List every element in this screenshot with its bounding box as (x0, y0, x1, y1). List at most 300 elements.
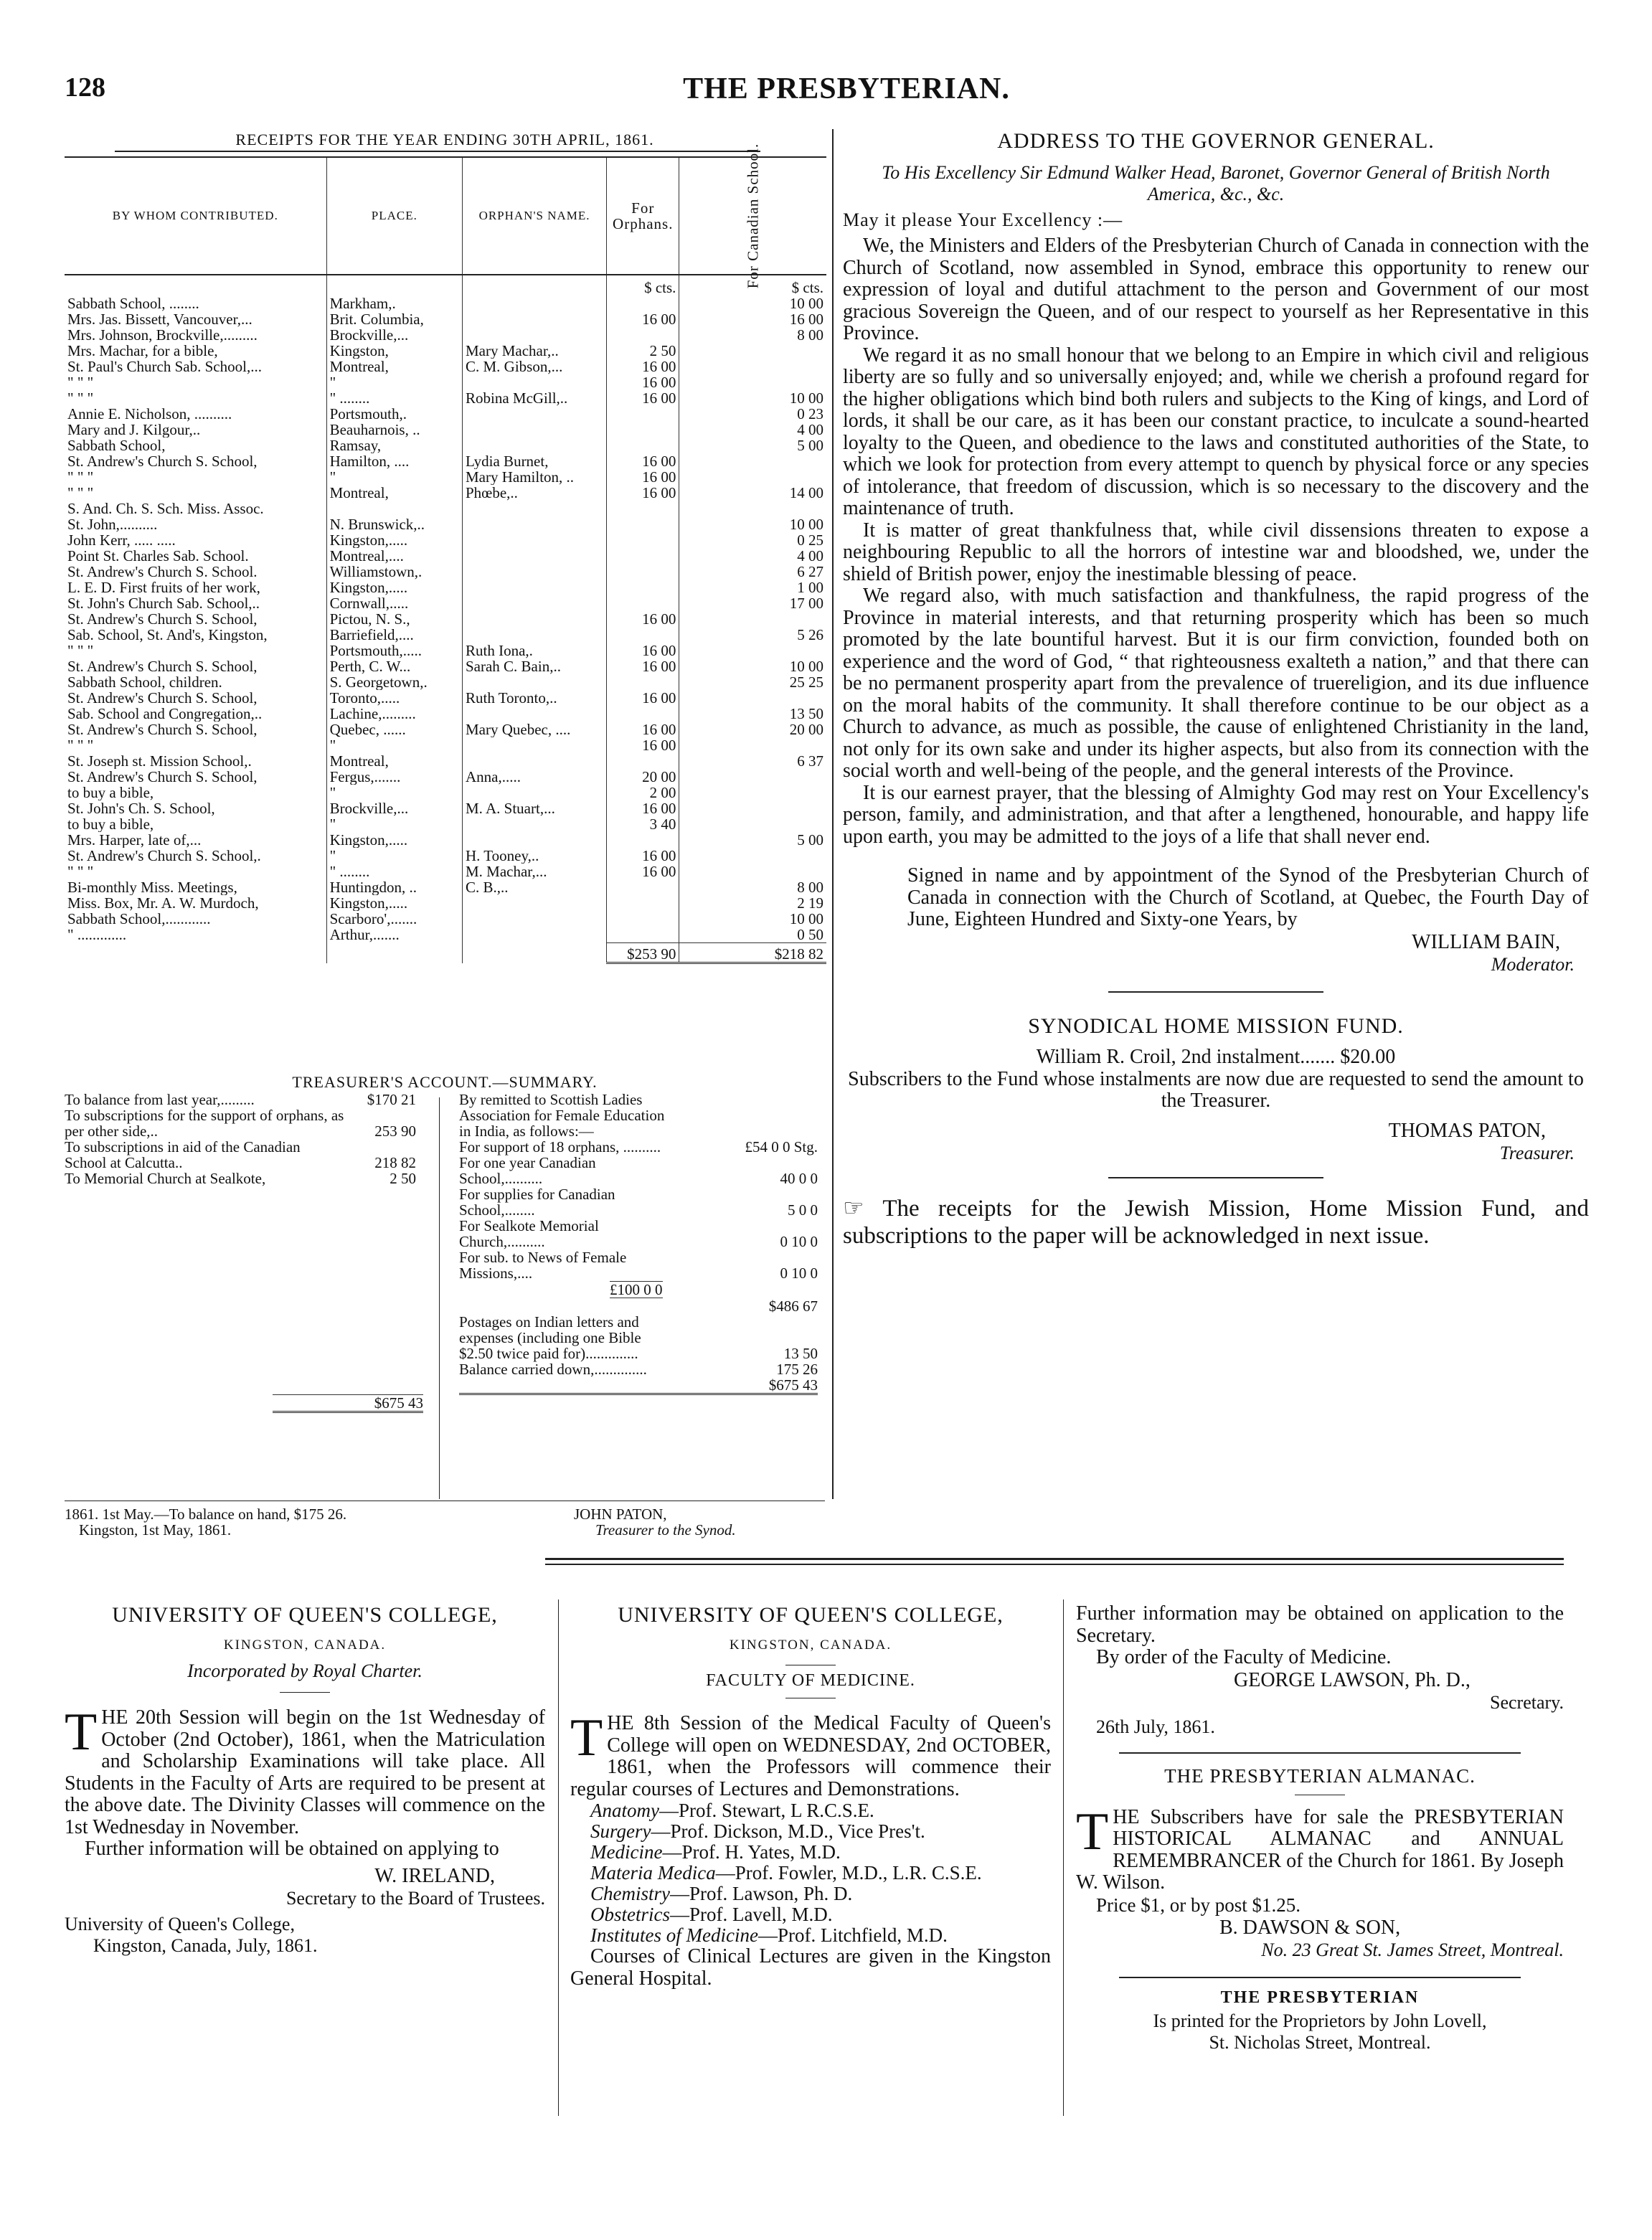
ad2-sub: KINGSTON, CANADA. (729, 1638, 892, 1653)
professor: —Prof. H. Yates, M.D. (662, 1841, 841, 1863)
place-cell: Scarboro',....... (326, 911, 462, 927)
ledger-label: For Sealkote Memorial Church,.......... (459, 1217, 599, 1250)
orphan-name-cell (462, 895, 606, 911)
contributor-cell: " " " (67, 374, 94, 390)
orphans-amount-cell: 16 00 (607, 453, 679, 469)
table-row (65, 374, 826, 390)
place-cell: Brit. Columbia, (326, 311, 462, 327)
school-amount-cell: 8 00 (679, 879, 826, 895)
almanac-title: THE PRESBYTERIAN ALMANAC. (1164, 1764, 1476, 1787)
orphans-amount-cell (607, 595, 679, 611)
orphan-name-cell (462, 595, 606, 611)
place-cell: N. Brunswick,.. (326, 516, 462, 532)
school-amount-cell (679, 737, 826, 753)
orphan-name-cell: C. M. Gibson,... (462, 359, 606, 374)
orphans-amount-cell (607, 674, 679, 690)
ledger-value: 253 90 (374, 1123, 416, 1140)
table-row (65, 722, 826, 737)
address-salutation: May it please Your Excellency :— (843, 209, 1123, 230)
place-cell: Montreal, (326, 359, 462, 374)
orphans-amount-cell: 16 00 (607, 643, 679, 658)
orphans-amount-cell (607, 296, 679, 311)
orphans-amount-cell (607, 706, 679, 722)
table-row (65, 595, 826, 611)
school-amount-cell: 10 00 (679, 658, 826, 674)
orphans-amount-cell (607, 532, 679, 548)
treasurer-place-date: Kingston, 1st May, 1861. (79, 1521, 232, 1539)
contributor-cell: St. Andrew's Church S. School, (67, 453, 258, 469)
rule (280, 1692, 330, 1693)
credit-total: $675 43 (459, 1377, 818, 1395)
ledger-line (65, 1092, 416, 1107)
ledger-line (459, 1186, 818, 1218)
school-amount-cell: 10 00 (679, 296, 826, 311)
orphan-name-cell: Robina McGill,.. (462, 390, 606, 406)
table-row (65, 580, 826, 595)
place-cell: Kingston,..... (326, 532, 462, 548)
place-cell: Montreal, (326, 753, 462, 769)
table-row (65, 864, 826, 879)
contributor-cell: St. Andrew's Church S. School, (67, 769, 258, 785)
ledger-line (65, 1139, 416, 1171)
school-amount-cell (679, 469, 826, 485)
table-row (65, 911, 826, 927)
orphans-amount-cell: 16 00 (607, 485, 679, 501)
contributor-cell: Mrs. Harper, late of,... (67, 832, 202, 848)
contributor-cell: John Kerr, ..... ..... (67, 532, 176, 548)
table-row (65, 311, 826, 327)
orphan-name-cell (462, 374, 606, 390)
treasurer-debits (65, 1091, 423, 1413)
place-cell: Beauharnois, .. (326, 422, 462, 438)
contributor-cell: Miss. Box, Mr. A. W. Murdoch, (67, 895, 259, 911)
column-header: ORPHAN'S NAME. (462, 157, 606, 275)
address-paragraph: We regard also, with much satisfaction and thankfulness, the rapid progress of the Province in material interests, and that returning prosperity which has been so much promoted by the late bountiful harvest. But it is our firm conviction, founded both on experience and the word of God, “ that righteousness exalteth a nation,” and that there can be no permanent prosperity apart from the prevalence of truereligion, and its due influence on the moral habits of the community. It shall therefore continue to be our object as a Church to advance, as much as possible, the cause of enlightened Christianity in the land, not only for its own sake and under its higher aspects, but also from its connection with the social worth and well-being of the people, and the general interests of the Province. (843, 585, 1589, 782)
rule (1108, 991, 1323, 993)
orphans-amount-cell: 16 00 (607, 690, 679, 706)
ledger-label: For support of 18 orphans, .......... (459, 1138, 661, 1156)
address-paragraph: We regard it as no small honour that we belong to an Empire in which civil and religious liberty are so fully and so universally enjoyed; and, while we cherish a profound regard for the higher obligations which bind both rulers and subjects to the King of kings, and Lord of lords, it shall be our care, as it has been our constant practice, to inculcate a sound-hearted loyalty to the Queen, and obedience to the laws and constituted authorities of the State, to which we look for protection from every attempt to quench by physical force or any species of intolerance, that freedom of discussion, which is so necessary to the discovery and the maintenance of truth. (843, 344, 1589, 519)
column-divider (558, 1599, 559, 2116)
orphans-amount-cell (607, 422, 679, 438)
place-cell: Perth, C. W... (326, 658, 462, 674)
orphans-amount-cell: 16 00 (607, 848, 679, 864)
contributor-cell: Bi-monthly Miss. Meetings, (67, 879, 237, 895)
table-row (65, 706, 826, 722)
treasurer-credits (459, 1092, 818, 1395)
place-cell: Williamstown,. (326, 564, 462, 580)
school-amount-cell: 8 00 (679, 327, 826, 343)
column-header: BY WHOM CONTRIBUTED. (65, 157, 326, 275)
school-amount-cell: 10 00 (679, 516, 826, 532)
orphan-name-cell (462, 296, 606, 311)
subject: Materia Medica (590, 1862, 716, 1884)
address-recipient: To His Excellency Sir Edmund Walker Head, Baronet, Governor General of British North America, &c., &c. (882, 162, 1550, 204)
table-row (65, 832, 826, 848)
ledger-label: To balance from last year,......... (65, 1091, 255, 1108)
orphan-name-cell: C. B.,.. (462, 879, 606, 895)
orphans-amount-cell (607, 879, 679, 895)
ad1-further: Further information will be obtained on applying to (85, 1838, 499, 1860)
contributor-cell: Point St. Charles Sab. School. (67, 548, 249, 564)
contributor-cell: St. Andrew's Church S. School, (67, 611, 258, 627)
contributor-cell: S. And. Ch. S. Sch. Miss. Assoc. (67, 501, 264, 516)
ad2-clinical: Courses of Clinical Lectures are given in the Kingston General Hospital. (570, 1945, 1051, 1990)
orphans-amount-cell (607, 327, 679, 343)
professor-line (590, 1863, 1051, 1884)
orphan-name-cell: Phœbe,.. (462, 485, 606, 501)
school-amount-cell: 13 50 (679, 706, 826, 722)
table-row (65, 643, 826, 658)
contributor-cell: St. Andrew's Church S. School. (67, 564, 258, 580)
orphan-name-cell (462, 311, 606, 327)
orphan-name-cell (462, 532, 606, 548)
contributor-cell: L. E. D. First fruits of her work, (67, 580, 260, 595)
orphan-name-cell: Sarah C. Bain,.. (462, 658, 606, 674)
school-amount-cell (679, 359, 826, 374)
school-amount-cell: 0 50 (679, 927, 826, 943)
orphans-amount-cell (607, 564, 679, 580)
contributor-cell: Sab. School, St. And's, Kingston, (67, 627, 268, 643)
school-amount-cell: 6 27 (679, 564, 826, 580)
drop-cap: T (65, 1703, 98, 1762)
place-cell: Montreal, (326, 485, 462, 501)
contributor-cell: Sabbath School, ........ (67, 296, 199, 311)
ad3-signer-title: Secretary. (1490, 1691, 1564, 1713)
place-cell: " ........ (326, 864, 462, 879)
orphan-name-cell (462, 832, 606, 848)
professor: —Prof. Stewart, L R.C.S.E. (659, 1800, 874, 1821)
contributor-cell: Mrs. Machar, for a bible, (67, 343, 218, 359)
debit-total: $675 43 (273, 1394, 423, 1413)
column-header: For Orphans. (607, 157, 679, 275)
ledger-label: To subscriptions for the support of orphans, as per other side,.. (65, 1107, 344, 1140)
subject: Surgery (590, 1820, 651, 1842)
receipts-title: RECEIPTS FOR THE YEAR ENDING 30TH APRIL, 1861. (235, 131, 654, 148)
place-cell: " ........ (326, 390, 462, 406)
almanac-signer: B. DAWSON & SON, (1219, 1916, 1401, 1939)
page-title: THE PRESBYTERIAN. (683, 72, 1010, 105)
place-cell: Barriefield,.... (326, 627, 462, 643)
school-amount-cell: 4 00 (679, 548, 826, 564)
contributor-cell: " " " (67, 643, 94, 658)
table-row (65, 690, 826, 706)
contributor-cell: St. John's Ch. S. School, (67, 800, 215, 816)
pointing-hand-icon: ☞ (843, 1193, 864, 1221)
ledger-value: 0 10 0 (780, 1265, 818, 1282)
orphan-name-cell: Ruth Iona,. (462, 643, 606, 658)
home-mission-title: SYNODICAL HOME MISSION FUND. (1028, 1013, 1404, 1038)
contributor-cell: St. Andrew's Church S. School,. (67, 848, 261, 864)
school-amount-cell: 17 00 (679, 595, 826, 611)
table-row (65, 627, 826, 643)
table-row (65, 611, 826, 627)
school-amount-cell (679, 374, 826, 390)
address-title: ADDRESS TO THE GOVERNOR GENERAL. (997, 129, 1435, 153)
home-mission-line2: Subscribers to the Fund whose instalments are now due are requested to send the amount to the Treasurer. (848, 1067, 1584, 1112)
orphan-name-cell (462, 501, 606, 516)
ledger-value: 218 82 (374, 1154, 416, 1171)
place-cell: Kingston,..... (326, 832, 462, 848)
orphans-amount-cell: 16 00 (607, 311, 679, 327)
orphans-amount-cell: 20 00 (607, 769, 679, 785)
orphans-amount-cell: 16 00 (607, 390, 679, 406)
ad-queens-arts (65, 1603, 545, 1957)
orphan-name-cell (462, 706, 606, 722)
address-signer-title: Moderator. (1491, 953, 1575, 975)
orphans-amount-cell: 16 00 (607, 800, 679, 816)
table-row (65, 422, 826, 438)
column-divider (832, 129, 834, 1499)
ledger-label: For one year Canadian School,.......... (459, 1154, 596, 1187)
rule (1108, 1177, 1323, 1178)
professor-line (590, 1884, 1051, 1904)
place-cell: Kingston, (326, 343, 462, 359)
ledger-value: $170 21 (367, 1091, 416, 1108)
contributor-cell: Mary and J. Kilgour,.. (67, 422, 201, 438)
place-cell: Fergus,....... (326, 769, 462, 785)
place-cell: Brockville,... (326, 327, 462, 343)
ad3-order: By order of the Faculty of Medicine. (1096, 1646, 1392, 1668)
school-amount-cell: 0 23 (679, 406, 826, 422)
contributor-cell: Sabbath School,............ (67, 911, 211, 927)
orphan-name-cell (462, 785, 606, 800)
ledger-value: 2 50 (390, 1170, 416, 1187)
orphan-name-cell (462, 327, 606, 343)
subject: Medicine (590, 1841, 663, 1863)
ledger-line (459, 1361, 818, 1377)
place-cell: Arthur,....... (326, 927, 462, 943)
ledger-value: 40 0 0 (780, 1170, 818, 1187)
orphans-amount-cell (607, 406, 679, 422)
orphan-name-cell (462, 422, 606, 438)
credit-subtotal (459, 1281, 775, 1298)
orphan-name-cell: M. A. Stuart,... (462, 800, 606, 816)
orphans-amount-cell: 16 00 (607, 611, 679, 627)
professor: —Prof. Dickson, M.D., Vice Pres't. (651, 1820, 925, 1842)
almanac-body: HE Subscribers have for sale the PRESBYTERIAN HISTORICAL ALMANAC and ANNUAL REMEMBRANCER of the Church for 1861. By Joseph W. Wilson. (1076, 1805, 1564, 1894)
table-row (65, 296, 826, 311)
contributor-cell: Sabbath School, (67, 438, 166, 453)
school-amount-cell (679, 611, 826, 627)
orphans-amount-cell (607, 548, 679, 564)
orphans-amount-cell (607, 501, 679, 516)
place-cell: Huntingdon, .. (326, 879, 462, 895)
orphans-amount-cell: 16 00 (607, 374, 679, 390)
table-row (65, 658, 826, 674)
section-separator (545, 1564, 1564, 1565)
rule (115, 151, 760, 152)
school-amount-cell: 10 00 (679, 390, 826, 406)
orphan-name-cell (462, 406, 606, 422)
orphans-amount-cell: 16 00 (607, 658, 679, 674)
table-row (65, 406, 826, 422)
school-amount-cell: 16 00 (679, 311, 826, 327)
orphan-name-cell: Anna,..... (462, 769, 606, 785)
orphans-amount-cell (607, 832, 679, 848)
table-row (65, 327, 826, 343)
table-row (65, 501, 826, 516)
contributor-cell: to buy a bible, (67, 785, 154, 800)
column-divider (1063, 1599, 1064, 2116)
orphans-amount-cell: 3 40 (607, 816, 679, 832)
ad1-body: HE 20th Session will begin on the 1st Wednesday of October (2nd October), 1861, when the Matriculation and Scholarship Examinations will take place. All Students in the Faculty of Arts are required to be present at the above date. The Divinity Classes will commence on the 1st Wednesday in November. (65, 1706, 545, 1838)
place-cell: " (326, 785, 462, 800)
home-mission-signer: THOMAS PATON, (1388, 1119, 1546, 1142)
table-row (65, 785, 826, 800)
table-row (65, 753, 826, 769)
orphan-name-cell: Lydia Burnet, (462, 453, 606, 469)
column-header-text: For Canadian School. (744, 143, 762, 289)
ledger-value: 5 0 0 (788, 1201, 818, 1219)
place-cell (326, 501, 462, 516)
school-amount-cell: 0 25 (679, 532, 826, 548)
table-row (65, 848, 826, 864)
subject: Chemistry (590, 1883, 670, 1904)
school-total: $218 82 (679, 943, 826, 963)
contributor-cell: St. Andrew's Church S. School, (67, 722, 258, 737)
orphan-name-cell: Mary Machar,.. (462, 343, 606, 359)
orphan-name-cell (462, 516, 606, 532)
orphans-amount-cell (607, 627, 679, 643)
table-row (65, 453, 826, 469)
orphan-name-cell: M. Machar,... (462, 864, 606, 879)
table-row (65, 548, 826, 564)
place-cell: Cornwall,..... (326, 595, 462, 611)
rule (1119, 1977, 1521, 1978)
place-cell: Kingston,..... (326, 580, 462, 595)
place-cell: Portsmouth,. (326, 406, 462, 422)
contributor-cell: Mrs. Johnson, Brockville,......... (67, 327, 258, 343)
ad1-place: University of Queen's College, (65, 1913, 295, 1934)
place-cell: " (326, 737, 462, 753)
place-cell: Markham,. (326, 296, 462, 311)
table-row (65, 532, 826, 548)
ledger-line (459, 1155, 818, 1186)
column-header: PLACE. (326, 157, 462, 275)
address-paragraph: We, the Ministers and Elders of the Presbyterian Church of Canada in connection with the Church of Scotland, now assembled in Synod, embrace this opportunity to renew our expression of loyal and dutiful attachment to the person and Government of our most gracious Sovereign the Queen, and of our respect to yourself as her Representative in this Province. (843, 235, 1589, 344)
school-amount-cell (679, 848, 826, 864)
drop-cap: T (570, 1709, 603, 1767)
drop-cap: T (1076, 1802, 1109, 1861)
school-amount-cell (679, 643, 826, 658)
section-separator (545, 1558, 1564, 1560)
ledger-value: £54 0 0 Stg. (745, 1138, 818, 1156)
orphan-name-cell (462, 816, 606, 832)
orphans-amount-cell (607, 911, 679, 927)
ad3-further: Further information may be obtained on application to the Secretary. (1076, 1602, 1564, 1647)
professor: —Prof. Litchfield, M.D. (757, 1924, 948, 1946)
receipts-table (65, 143, 826, 964)
subtotal-usd: $486 67 (768, 1298, 818, 1315)
place-cell: Kingston,..... (326, 895, 462, 911)
units-label: $ cts. (607, 275, 679, 296)
contributor-cell: St. John,.......... (67, 516, 158, 532)
ledger-line (65, 1107, 416, 1139)
orphans-amount-cell (607, 895, 679, 911)
table-row (65, 438, 826, 453)
contributor-cell: St. John's Church Sab. School,.. (67, 595, 260, 611)
orphan-name-cell (462, 674, 606, 690)
home-mission-line1: William R. Croil, 2nd instalment....... $20.00 (1036, 1045, 1396, 1068)
place-cell: Quebec, ...... (326, 722, 462, 737)
ledger-label: For supplies for Canadian School,........ (459, 1186, 615, 1219)
ad1-title: UNIVERSITY OF QUEEN'S COLLEGE, (112, 1603, 498, 1627)
orphan-name-cell (462, 737, 606, 753)
place-cell: Toronto,..... (326, 690, 462, 706)
professor-line (590, 1842, 1051, 1863)
school-amount-cell: 4 00 (679, 422, 826, 438)
treasurer-signer-title: Treasurer to the Synod. (595, 1521, 736, 1539)
orphans-amount-cell (607, 438, 679, 453)
treasurer-divider (439, 1097, 440, 1499)
colophon-title: THE PRESBYTERIAN (1220, 1988, 1420, 2007)
place-cell: Montreal,.... (326, 548, 462, 564)
orphan-name-cell (462, 927, 606, 943)
ad3-date: 26th July, 1861. (1096, 1716, 1215, 1737)
orphan-name-cell (462, 611, 606, 627)
school-amount-cell: 20 00 (679, 722, 826, 737)
table-row (65, 343, 826, 359)
treasurer-signer: JOHN PATON, (574, 1506, 667, 1523)
place-cell: Lachine,......... (326, 706, 462, 722)
ledger-label: Postages on Indian letters and expenses (including one Bible $2.50 twice paid for).............. (459, 1313, 641, 1362)
contributor-cell: " ............. (67, 927, 127, 943)
table-row (65, 469, 826, 485)
ledger-line (459, 1249, 818, 1281)
table-row (65, 737, 826, 753)
subject: Obstetrics (590, 1904, 670, 1925)
school-amount-cell (679, 816, 826, 832)
place-cell: Hamilton, .... (326, 453, 462, 469)
contributor-cell: St. Paul's Church Sab. School,... (67, 359, 262, 374)
almanac-address: No. 23 Great St. James Street, Montreal. (1261, 1939, 1564, 1960)
table-row (65, 927, 826, 943)
address-paragraph: It is our earnest prayer, that the blessing of Almighty God may rest on Your Excellency's person, family, and administration, and that after a lengthened, honourable, and happy life upon earth, you may be admitted to the joys of a life that shall never end. (843, 781, 1589, 848)
orphans-amount-cell: 16 00 (607, 469, 679, 485)
table-row (65, 390, 826, 406)
ad-column-right (1076, 1603, 1564, 2054)
contributor-cell: " " " (67, 485, 94, 501)
school-amount-cell: 5 00 (679, 438, 826, 453)
address-paragraph: It is matter of great thankfulness that, while civil dissensions threaten to expose a neighbouring Republic to all the horrors of intestine war and bloodshed, we, under the shield of British power, enjoy the inestimable blessing of peace. (843, 519, 1589, 585)
contributor-cell: " " " (67, 864, 94, 879)
ledger-line (459, 1314, 818, 1361)
school-amount-cell (679, 501, 826, 516)
orphan-name-cell (462, 580, 606, 595)
contributor-cell: Annie E. Nicholson, .......... (67, 406, 232, 422)
school-amount-cell (679, 785, 826, 800)
home-mission-notice: The receipts for the Jewish Mission, Home Mission Fund, and subscriptions to the paper will be acknowledged in next issue. (843, 1195, 1589, 1249)
orphan-name-cell: Ruth Toronto,.. (462, 690, 606, 706)
ledger-line (459, 1218, 818, 1249)
place-cell: " (326, 816, 462, 832)
ad2-body: HE 8th Session of the Medical Faculty of Queen's College will open on WEDNESDAY, 2nd OCTOBER, 1861, when the Professors will commence their regular courses of Lectures and Demonstrations. (570, 1712, 1051, 1800)
place-cell: Brockville,... (326, 800, 462, 816)
place-cell: " (326, 374, 462, 390)
credit-intro: By remitted to Scottish Ladies Association for Female Education in India, as follows:— (459, 1091, 665, 1140)
subject: Institutes of Medicine (590, 1924, 758, 1946)
ledger-label: For sub. to News of Female Missions,.... (459, 1249, 627, 1282)
professor-line (590, 1821, 1051, 1842)
colophon-line1: Is printed for the Proprietors by John Lovell, (1153, 2010, 1487, 2031)
professor-line (590, 1925, 1051, 1946)
professor: —Prof. Fowler, M.D., L.R. C.S.E. (715, 1862, 982, 1884)
ad1-sub: KINGSTON, CANADA. (223, 1638, 387, 1653)
contributor-cell: " " " (67, 737, 94, 753)
address-signer: WILLIAM BAIN, (1412, 930, 1560, 953)
school-amount-cell: 6 37 (679, 753, 826, 769)
